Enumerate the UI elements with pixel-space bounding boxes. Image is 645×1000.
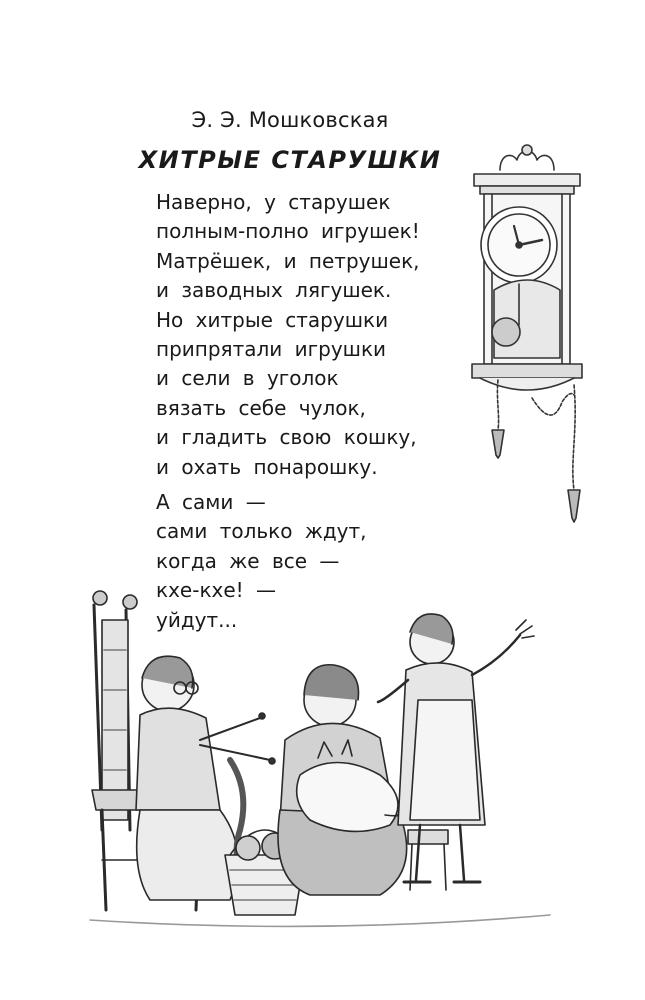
poem-line: и гладить свою кошку,	[156, 425, 417, 450]
poem-line: Но хитрые старушки	[156, 307, 389, 332]
poem-line: и сели в уголок	[156, 366, 339, 391]
poem-stanza-1	[156, 188, 420, 482]
poem-line: уйдут...	[156, 607, 238, 632]
poem-line: Наверно, у старушек	[156, 190, 391, 214]
poem-line: сами только ждут,	[156, 519, 367, 544]
poem-line: и охать понарошку.	[156, 454, 378, 479]
cuckoo-clock-illustration	[462, 140, 592, 540]
poem-line: и заводных лягушек.	[156, 278, 392, 303]
poem-line: вязать себе чулок,	[156, 395, 366, 420]
poem-line: припрятали игрушки	[156, 337, 387, 362]
poem-line: полным-полно игрушек!	[156, 219, 420, 244]
poem-line: А сами —	[156, 490, 266, 514]
poem-line: Матрёшек, и петрушек,	[156, 248, 420, 273]
poem-line: кхе-кхе! —	[156, 578, 277, 603]
three-old-women-illustration	[80, 590, 560, 935]
poem-line: когда же все —	[156, 548, 340, 573]
author-name: Э. Э. Мошковская	[191, 108, 389, 132]
poem-title: ХИТРЫЕ СТАРУШКИ	[138, 146, 442, 174]
